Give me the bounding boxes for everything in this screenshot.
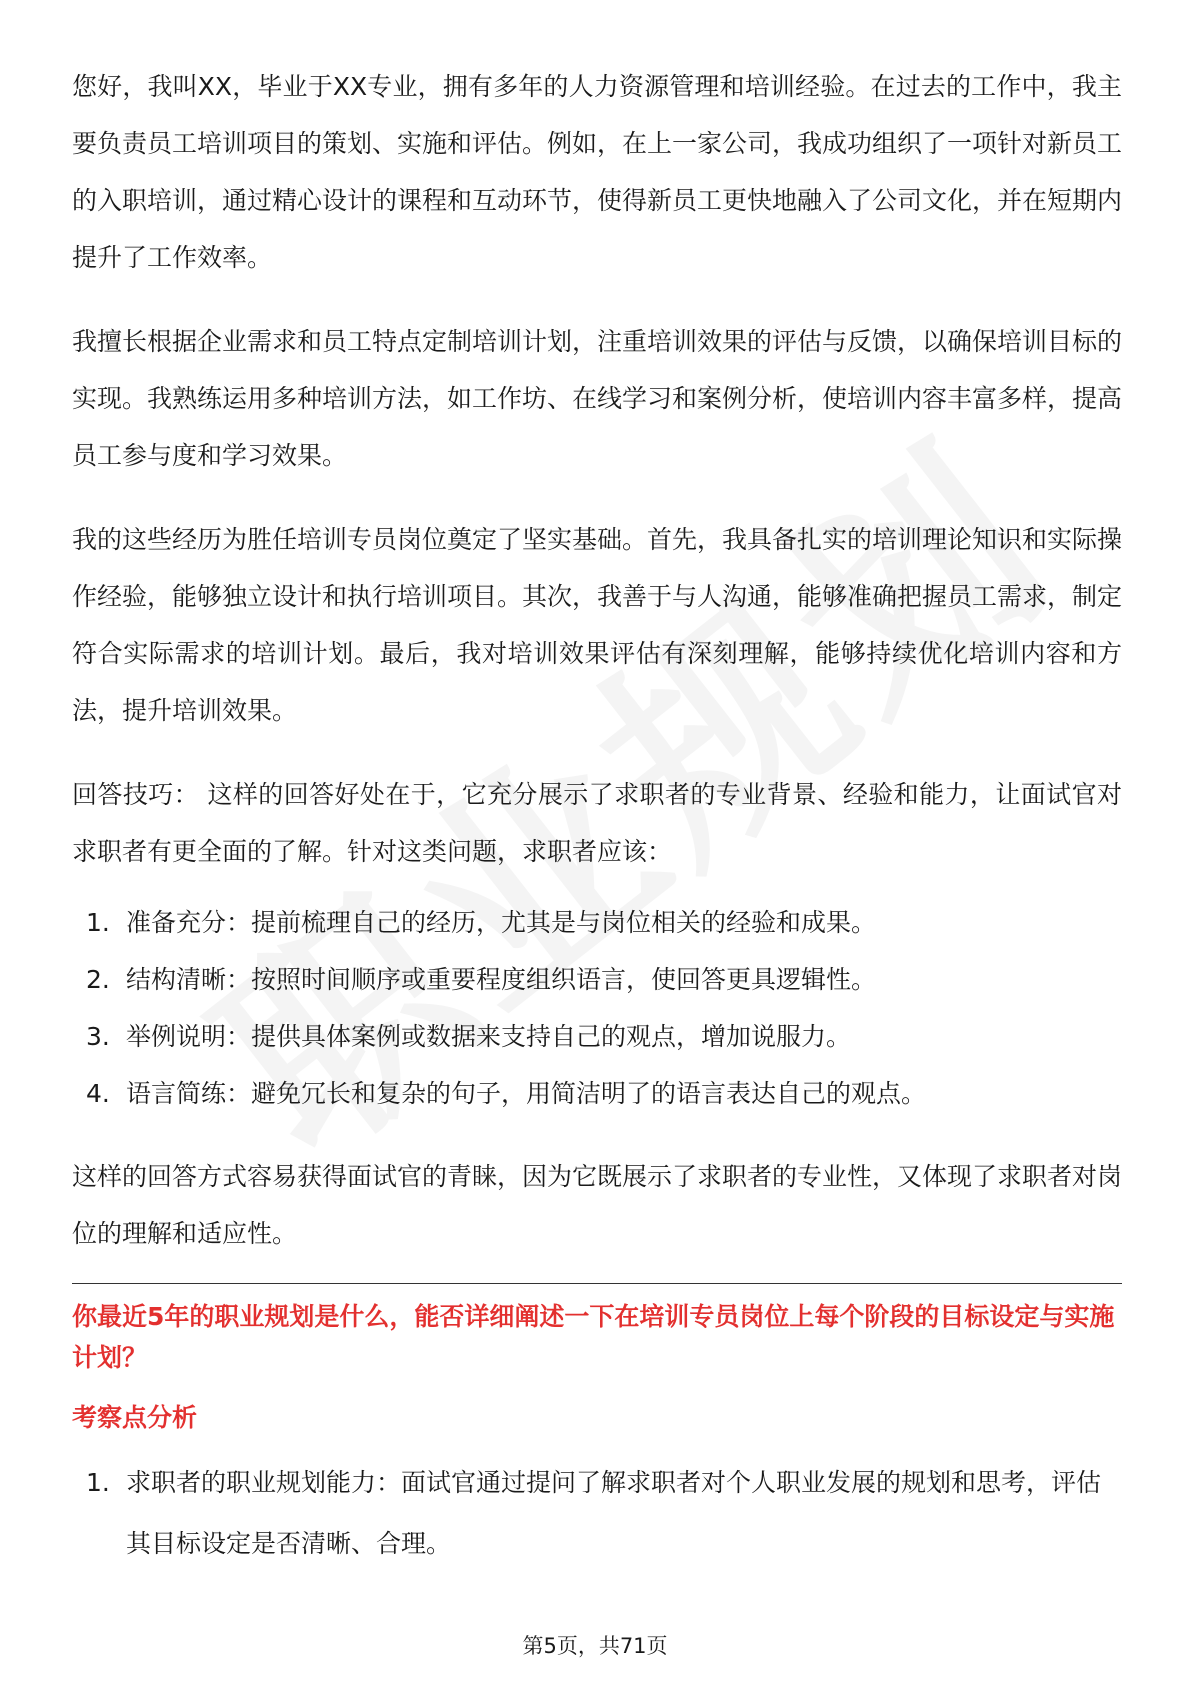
list-item: 4. 语言简练：避免冗长和复杂的句子，用简洁明了的语言表达自己的观点。 — [86, 1079, 927, 1108]
tips-list — [72, 894, 1122, 1122]
paragraph-closing: 这样的回答方式容易获得面试官的青睐，因为它既展示了求职者的专业性，又体现了求职者对岗位的理解和适应性。 — [72, 1162, 1123, 1248]
paragraph-skills: 我擅长根据企业需求和员工特点定制培训计划，注重培训效果的评估与反馈，以确保培训目标的实现。我熟练运用多种培训方法，如工作坊、在线学习和案例分析，使培训内容丰富多样，提高员工参与度和学习效果。 — [72, 327, 1123, 470]
list-item: 1. 准备充分：提前梳理自己的经历，尤其是与岗位相关的经验和成果。 — [86, 908, 877, 937]
document-body — [72, 58, 1122, 1600]
question-heading: 你最近5年的职业规划是什么，能否详细阐述一下在培训专员岗位上每个阶段的目标设定与实施计划？ — [72, 1302, 1115, 1372]
list-item: 1. 求职者的职业规划能力：面试官通过提问了解求职者对个人职业发展的规划和思考，评估其目标设定是否清晰、合理。 — [86, 1468, 1102, 1558]
paragraph-intro: 您好，我叫XX，毕业于XX专业，拥有多年的人力资源管理和培训经验。在过去的工作中，我主要负责员工培训项目的策划、实施和评估。例如，在上一家公司，我成功组织了一项针对新员工的入职培训，通过精心设计的课程和互动环节，使得新员工更快地融入了公司文化，并在短期内提升了工作效率。 — [72, 72, 1123, 272]
analysis-list — [72, 1452, 1122, 1574]
list-item: 3. 举例说明：提供具体案例或数据来支持自己的观点，增加说服力。 — [86, 1022, 852, 1051]
section-divider — [72, 1283, 1122, 1284]
paragraph-experience: 我的这些经历为胜任培训专员岗位奠定了坚实基础。首先，我具备扎实的培训理论知识和实际操作经验，能够独立设计和执行培训项目。其次，我善于与人沟通，能够准确把握员工需求，制定符合实际需求的培训计划。最后，我对培训效果评估有深刻理解，能够持续优化培训内容和方法，提升培训效果。 — [72, 525, 1123, 725]
list-item: 2. 结构清晰：按照时间顺序或重要程度组织语言，使回答更具逻辑性。 — [86, 965, 877, 994]
page-number: 第5页，共71页 — [522, 1634, 668, 1658]
analysis-heading: 考察点分析 — [72, 1403, 198, 1432]
paragraph-tips-intro: 回答技巧： 这样的回答好处在于，它充分展示了求职者的专业背景、经验和能力，让面试官对求职者有更全面的了解。针对这类问题，求职者应该： — [72, 780, 1122, 866]
